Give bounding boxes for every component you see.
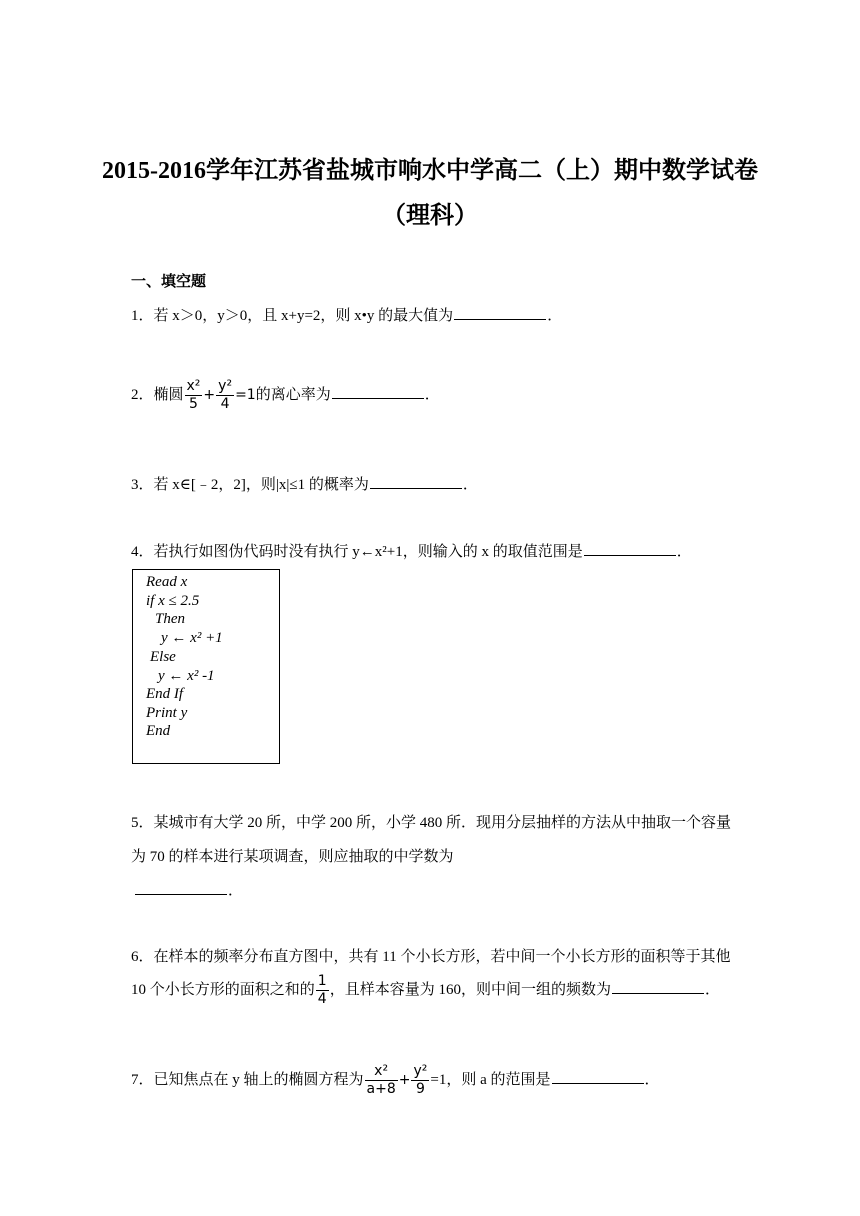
code-line: if x ≤ 2.5 [146, 593, 200, 609]
fraction-y2-over-4 [216, 378, 234, 413]
section-heading: 一、填空题 [131, 272, 207, 290]
answer-blank [552, 1069, 644, 1084]
question-2 [131, 378, 440, 413]
question-5-end: ． [228, 883, 244, 899]
answer-blank [612, 979, 704, 994]
question-6-line-1: 6．在样本的频率分布直方图中，共有 11 个小长方形，若中间一个小长方形的面积等于其他 [131, 949, 731, 965]
fraction-denominator: 9 [415, 1081, 425, 1097]
fraction-numerator: x² [186, 378, 201, 394]
fraction-denominator: 4 [317, 991, 327, 1007]
question-2-pre: 2．椭圆 [131, 386, 184, 403]
fraction-y2-over-9 [411, 1063, 429, 1098]
question-7-end: ． [644, 1071, 660, 1088]
code-line: y ← x² -1 [158, 668, 215, 684]
question-2-post: 的离心率为 [255, 386, 331, 403]
question-1-end: ． [547, 308, 563, 324]
fraction-one-quarter [316, 973, 329, 1008]
fraction-numerator: 1 [317, 973, 327, 989]
question-7-post: =1，则 a 的范围是 [430, 1071, 551, 1088]
page-subtitle: （理科） [382, 203, 478, 229]
question-5-line-2: 为 70 的样本进行某项调查，则应抽取的中学数为 [131, 849, 454, 865]
question-3-text: 3．若 x∈[﹣2，2]，则|x|≤1 的概率为 [131, 477, 369, 493]
answer-blank [584, 541, 676, 556]
question-2-end: ． [424, 386, 440, 403]
question-4-end: ． [676, 544, 692, 560]
question-6-post: ，且样本容量为 160，则中间一组的频数为 [329, 981, 611, 998]
plus-sign: + [398, 1071, 411, 1088]
code-line: Else [150, 649, 176, 665]
question-3 [131, 473, 478, 494]
question-6-pre: 10 个小长方形的面积之和的 [131, 981, 315, 998]
question-5-line-1: 5．某城市有大学 20 所，中学 200 所，小学 480 所．现用分层抽样的方法从中抽取一个容量 [131, 815, 732, 831]
fraction-numerator: x² [365, 1063, 398, 1081]
fraction-numerator: y² [413, 1063, 428, 1079]
answer-blank [454, 305, 546, 320]
fraction-x2-over-a-plus-8 [365, 1063, 398, 1098]
question-1-text: 1．若 x＞0，y＞0，且 x+y=2，则 x•y 的最大值为 [131, 308, 454, 324]
code-line: Read x [146, 574, 188, 590]
code-line: Then [155, 611, 185, 627]
question-4 [131, 540, 692, 561]
question-6-end: ． [704, 981, 720, 998]
plus-sign: + [203, 386, 216, 403]
question-6-line-2 [131, 973, 720, 1008]
fraction-numerator: y² [218, 378, 233, 394]
question-4-text: 4．若执行如图伪代码时没有执行 y←x²+1，则输入的 x 的取值范围是 [131, 544, 583, 560]
fraction-denominator: a+8 [366, 1081, 396, 1097]
question-7 [131, 1063, 660, 1098]
page-title: 2015-2016学年江苏省盐城市响水中学高二（上）期中数学试卷 [102, 158, 758, 184]
question-5-answer [134, 879, 243, 900]
question-7-pre: 7．已知焦点在 y 轴上的椭圆方程为 [131, 1071, 364, 1088]
answer-blank [332, 384, 424, 399]
code-line: y ← x² +1 [161, 630, 223, 646]
fraction-denominator: 4 [220, 396, 230, 412]
fraction-x2-over-5 [185, 378, 203, 413]
answer-blank [135, 880, 227, 895]
code-line: Print y [146, 705, 188, 721]
fraction-denominator: 5 [189, 396, 198, 412]
code-line: End If [146, 686, 184, 702]
answer-blank [370, 474, 462, 489]
code-line: End [146, 723, 171, 739]
question-1 [131, 304, 562, 325]
question-3-end: ． [462, 477, 478, 493]
pseudocode-box [132, 569, 280, 764]
equals-one: =1 [235, 386, 256, 403]
